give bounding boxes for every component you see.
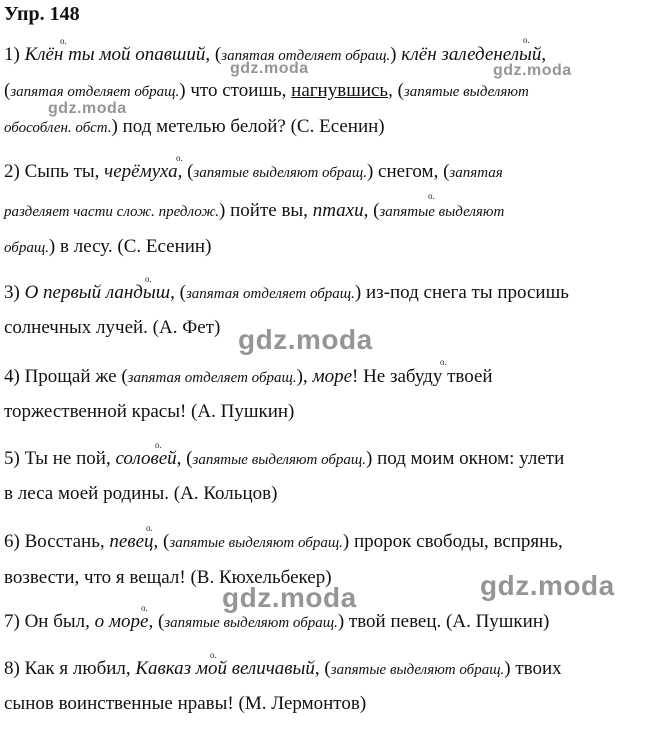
address-word: море bbox=[312, 366, 352, 387]
item-number: 3) bbox=[4, 282, 25, 303]
address-mark: о. bbox=[440, 357, 447, 367]
address-word: птахи bbox=[312, 200, 364, 221]
text: Прощай же ( bbox=[24, 366, 128, 387]
address-mark: о. bbox=[60, 36, 67, 46]
text: Сыпь ты, bbox=[24, 161, 105, 182]
comment: запятая bbox=[449, 165, 503, 181]
watermark: gdz.moda bbox=[238, 324, 373, 355]
watermark: gdz.moda bbox=[480, 570, 615, 601]
text: что стоишь, bbox=[185, 80, 292, 101]
sentence-2-line-3: обращ.) в лесу. (С. Есенин) bbox=[4, 236, 212, 257]
text: под метелью белой? (С. Есенин) bbox=[117, 116, 385, 137]
exercise-title: Упр. 148 bbox=[4, 3, 80, 25]
text: Как я любил, bbox=[24, 658, 136, 679]
text: в леса моей родины. (А. Кольцов) bbox=[4, 483, 278, 504]
address-mark: о. bbox=[176, 153, 183, 163]
text: ! Не забуду твоей bbox=[352, 366, 493, 387]
underlined-word: нагнувшись bbox=[291, 80, 389, 101]
comment: запятая отделяет обращ. bbox=[127, 370, 297, 386]
sentence-6-line-1: 6) Восстань, певец, (запятые выделяют обращ.) пророк свободы, вспрянь, bbox=[4, 531, 563, 552]
sentence-3-line-1: 3) О первый ландыш, (запятая отделяет обращ.) из-под снега ты просишь bbox=[4, 282, 569, 303]
address-mark: о. bbox=[141, 603, 148, 613]
address-word: О первый ландыш bbox=[24, 282, 171, 303]
sentence-2-line-2: разделяет части слож. предлож.) пойте вы, птахи, (запятые выделяют bbox=[4, 200, 505, 221]
address-word: черёмуха bbox=[104, 161, 178, 182]
comment: запятые выделяют обращ. bbox=[169, 535, 343, 551]
text: Ты не пой, bbox=[24, 448, 116, 469]
text: твоих bbox=[510, 658, 562, 679]
address-mark: о. bbox=[210, 650, 217, 660]
comment: запятые выделяют bbox=[379, 204, 505, 220]
address-mark: о. bbox=[155, 440, 162, 450]
comment: запятая отделяет обращ. bbox=[185, 286, 355, 302]
text: пророк свободы, вспрянь, bbox=[349, 531, 563, 552]
watermark: gdz.moda bbox=[222, 582, 357, 613]
item-number: 5) bbox=[4, 448, 25, 469]
watermark: gdz.moda bbox=[48, 100, 127, 117]
address-word: Кавказ мой величавый bbox=[135, 658, 315, 679]
text: сынов воинственные нравы! (М. Лермонтов) bbox=[4, 693, 367, 714]
text: Он был, bbox=[24, 611, 95, 632]
watermark: gdz.moda bbox=[493, 62, 572, 79]
text: пойте вы, bbox=[225, 200, 313, 221]
text: из-под снега ты просишь bbox=[361, 282, 569, 303]
item-number: 2) bbox=[4, 161, 25, 182]
comment: запятые выделяют обращ. bbox=[192, 452, 367, 468]
address-word: соловей bbox=[115, 448, 177, 469]
comment: обособлен. обст. bbox=[4, 120, 112, 136]
text: под моим окном: улети bbox=[372, 448, 565, 469]
sentence-5-line-1: 5) Ты не пой, соловей, (запятые выделяют обращ.) под моим окном: улети bbox=[4, 448, 565, 469]
address-word: певец bbox=[109, 531, 154, 552]
item-number: 1) bbox=[4, 44, 25, 65]
address-word: Клён ты мой опавший bbox=[24, 44, 206, 65]
item-number: 6) bbox=[4, 531, 25, 552]
sentence-1-line-2: (запятая отделяет обращ.) что стоишь, нагнувшись, (запятые выделяют bbox=[4, 80, 529, 101]
sentence-2-line-1: 2) Сыпь ты, черёмуха, (запятые выделяют обращ.) снегом, (запятая bbox=[4, 161, 503, 182]
address-mark: о. bbox=[145, 274, 152, 284]
text: торжественной красы! (А. Пушкин) bbox=[4, 401, 295, 422]
comment: запятая отделяет обращ. bbox=[10, 84, 180, 100]
comment: обращ. bbox=[4, 240, 49, 256]
watermark: gdz.moda bbox=[230, 60, 309, 77]
sentence-4-line-2 bbox=[4, 400, 640, 424]
sentence-8-line-1: 8) Как я любил, Кавказ мой величавый, (запятые выделяют обращ.) твоих bbox=[4, 658, 562, 679]
sentence-5-line-2 bbox=[4, 482, 640, 506]
comment: запятые выделяют обращ. bbox=[193, 165, 367, 181]
address-mark: о. bbox=[428, 191, 435, 201]
item-number: 4) bbox=[4, 366, 25, 387]
address-mark: о. bbox=[523, 35, 530, 45]
sentence-1-line-1: 1) Клён ты мой опавший, (запятая отделяет обращ.) клён заледенелый, bbox=[4, 44, 547, 65]
text: в лесу. (С. Есенин) bbox=[55, 236, 212, 257]
text: солнечных лучей. (А. Фет) bbox=[4, 317, 221, 338]
comment: запятые выделяют обращ. bbox=[164, 615, 338, 631]
text: возвести, что я вещал! (В. Кюхельбекер) bbox=[4, 567, 332, 588]
address-word: клён заледенелый bbox=[401, 44, 542, 65]
item-number: 7) bbox=[4, 611, 25, 632]
item-number: 8) bbox=[4, 658, 25, 679]
text: Восстань, bbox=[24, 531, 110, 552]
comment: разделяет части слож. предлож. bbox=[4, 204, 220, 220]
sentence-4-line-1: 4) Прощай же (запятая отделяет обращ.), море! Не забуду твоей bbox=[4, 366, 493, 387]
text: снегом, ( bbox=[373, 161, 450, 182]
comment: запятые выделяют обращ. bbox=[330, 662, 505, 678]
sentence-8-line-2 bbox=[4, 692, 640, 716]
sentence-7-line-1: 7) Он был, о море, (запятые выделяют обращ.) твой певец. (А. Пушкин) bbox=[4, 611, 550, 632]
address-word: о море bbox=[94, 611, 149, 632]
comment: запятая отделяет обращ. bbox=[221, 48, 391, 64]
comment: запятые выделяют bbox=[403, 84, 529, 100]
address-mark: о. bbox=[146, 523, 153, 533]
sentence-1-line-3: обособлен. обст.) под метелью белой? (С. Есенин) bbox=[4, 116, 385, 137]
text: твой певец. (А. Пушкин) bbox=[344, 611, 550, 632]
